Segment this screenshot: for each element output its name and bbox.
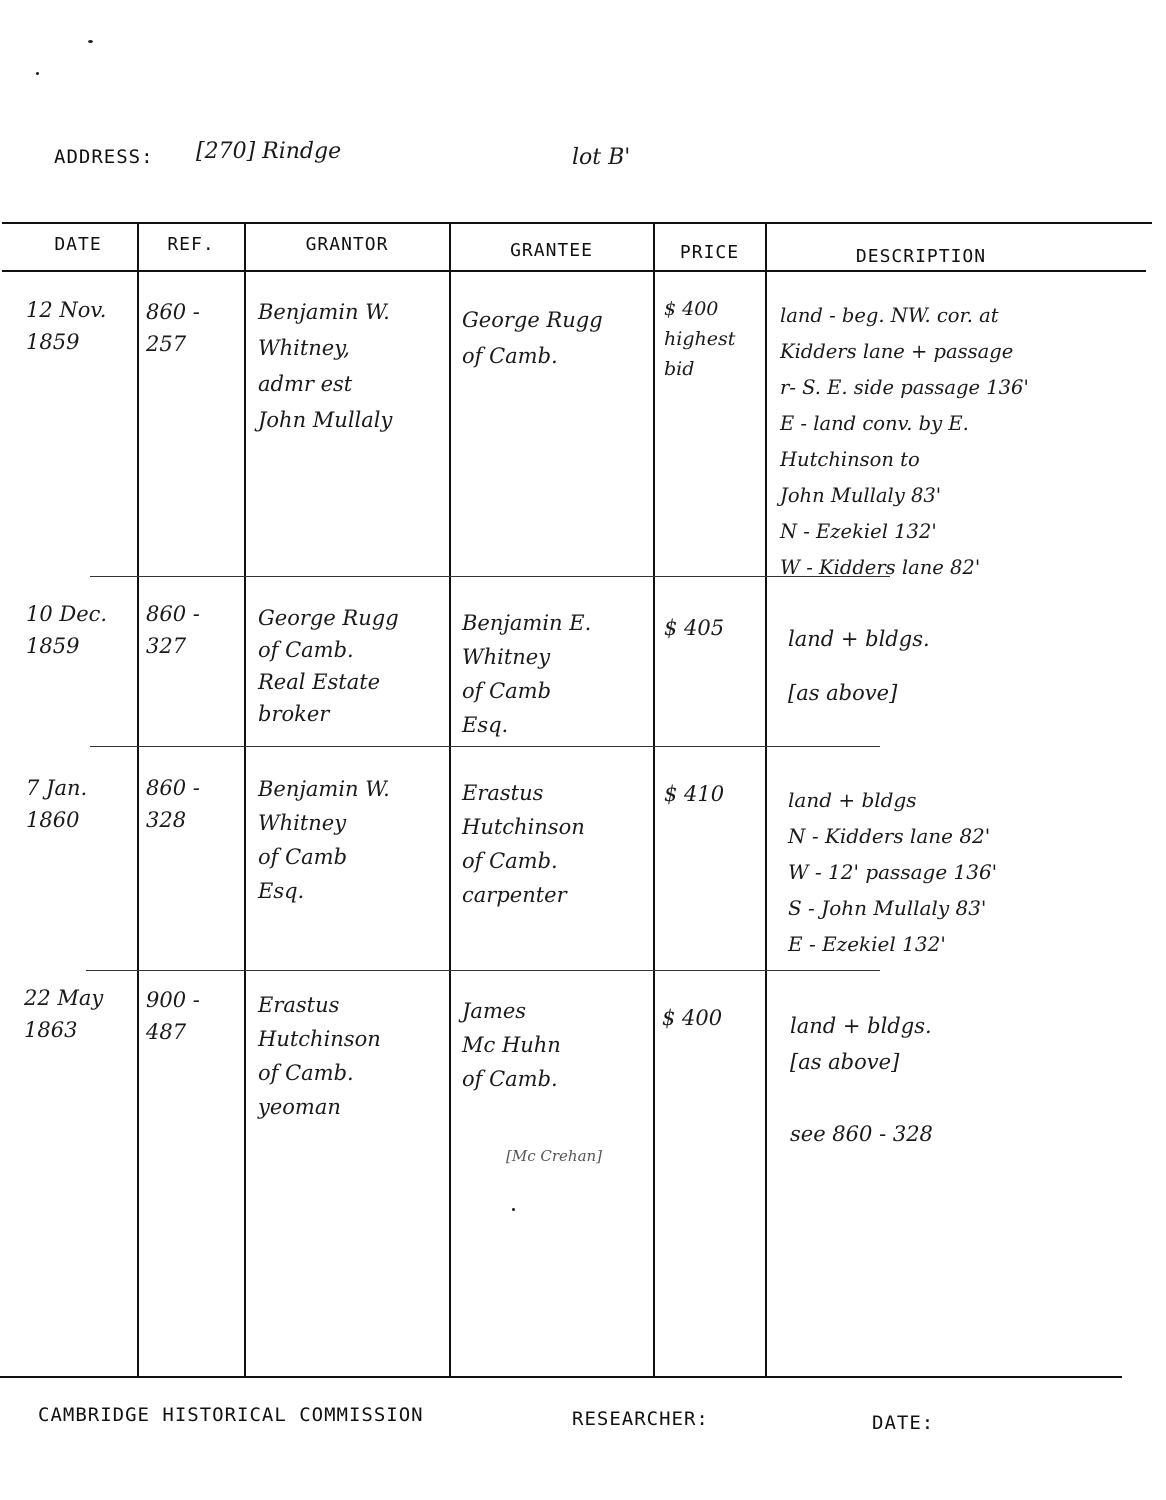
record-3-grantee: Erastus Hutchinson of Camb. carpenter — [462, 781, 585, 907]
header-bottom-rule — [2, 270, 1146, 272]
column-divider-4 — [653, 224, 655, 1378]
record-4-grantee-note: [Mc Crehan] — [506, 1147, 603, 1165]
column-divider-1 — [137, 224, 139, 1378]
column-header-price: PRICE — [679, 242, 740, 263]
record-1-date: 12 Nov. 1859 — [26, 298, 107, 354]
record-2-description: land + bldgs. [as above] — [788, 627, 930, 705]
ink-speck — [88, 40, 93, 43]
ink-speck — [36, 72, 39, 75]
column-header-date: DATE — [54, 234, 102, 255]
column-divider-2 — [244, 224, 246, 1378]
record-1-ref: 860 - 257 — [146, 300, 200, 356]
record-4-grantee: James Mc Huhn of Camb. — [462, 999, 561, 1091]
column-header-grantee: GRANTEE — [510, 240, 593, 261]
record-4-date: 22 May 1863 — [24, 986, 104, 1042]
row-separator-1 — [90, 576, 890, 577]
record-3-description: land + bldgs N - Kidders lane 82' W - 12' passage 136' S - John Mullaly 83' E - Ezekiel 132' — [788, 788, 998, 956]
record-3-date: 7 Jan. 1860 — [26, 776, 88, 832]
footer-commission: CAMBRIDGE HISTORICAL COMMISSION — [38, 1404, 424, 1426]
record-2-date: 10 Dec. 1859 — [26, 602, 108, 658]
footer-date-label: DATE: — [872, 1412, 935, 1434]
footer-researcher-label: RESEARCHER: — [572, 1408, 709, 1430]
record-2-grantor: George Rugg of Camb. Real Estate broker — [258, 606, 399, 726]
record-4-grantor: Erastus Hutchinson of Camb. yeoman — [258, 993, 381, 1119]
record-1-grantee: George Rugg of Camb. — [462, 308, 603, 368]
record-4-description: land + bldgs. [as above] see 860 - 328 — [790, 1014, 933, 1146]
record-3-grantor: Benjamin W. Whitney of Camb Esq. — [258, 777, 390, 903]
record-2-ref: 860 - 327 — [146, 602, 200, 658]
column-header-description: DESCRIPTION — [855, 246, 987, 267]
record-3-price: $ 410 — [664, 782, 725, 806]
record-4-price: $ 400 — [662, 1006, 723, 1030]
row-separator-2 — [90, 746, 880, 747]
record-1-description: land - beg. NW. cor. at Kidders lane + passage r- S. E. side passage 136' E - land conv. by E. Hutchinson to John Mullaly 83' N - Ezekiel 132' W - Kidders lane 82' — [780, 304, 1029, 579]
record-2-grantee: Benjamin E. Whitney of Camb Esq. — [462, 611, 592, 737]
column-header-ref: REF. — [167, 234, 215, 255]
column-divider-5 — [765, 224, 767, 1378]
row-separator-3 — [86, 970, 880, 971]
column-header-grantor: GRANTOR — [305, 234, 389, 255]
address-label: ADDRESS: — [54, 146, 154, 168]
table-top-rule — [2, 222, 1152, 224]
record-1-grantor: Benjamin W. Whitney, admr est John Mullaly — [258, 300, 393, 432]
record-2-price: $ 405 — [664, 616, 725, 640]
record-4-ref: 900 - 487 — [146, 988, 200, 1044]
record-1-price: $ 400 highest bid — [664, 298, 736, 380]
lot-note: lot B' — [572, 145, 631, 170]
table-bottom-rule — [0, 1376, 1122, 1378]
column-divider-3 — [449, 224, 451, 1378]
record-3-ref: 860 - 328 — [146, 776, 200, 832]
address-value: [270] Rindge — [196, 139, 342, 164]
ink-speck — [512, 1208, 515, 1211]
